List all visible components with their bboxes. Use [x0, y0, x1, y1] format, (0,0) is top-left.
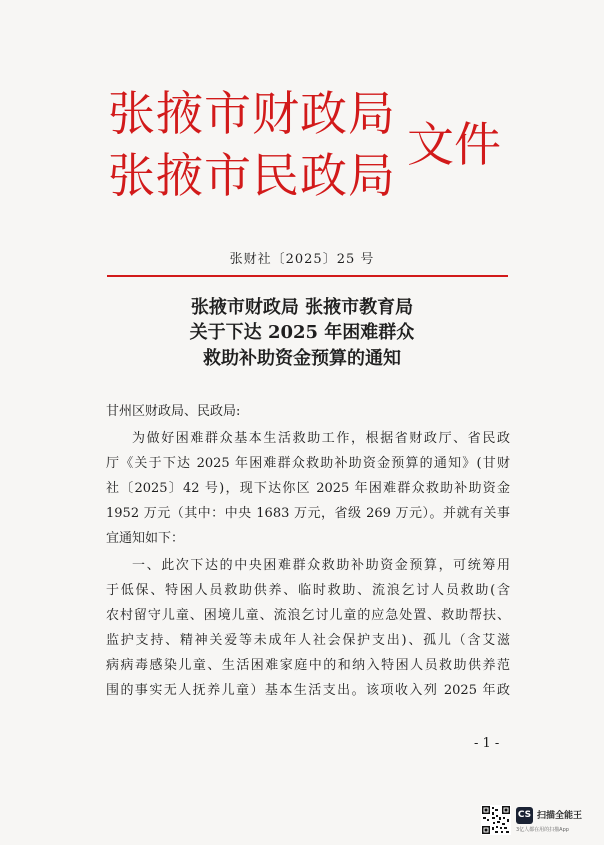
notice-title-line-2: 关于下达 2025 年困难群众	[189, 322, 415, 343]
document-number: 张财社〔2025〕25 号	[229, 252, 375, 267]
issuer-name-civil-affairs: 张掖市民政局	[108, 149, 396, 204]
red-separator-rule	[107, 275, 508, 277]
issuer-name-finance: 张掖市财政局	[108, 87, 396, 142]
addressee: 甘州区财政局、民政局:	[106, 404, 241, 419]
page-number: - 1 -	[474, 736, 500, 751]
scanner-app-slogan: 3亿人都在用的扫描App	[516, 827, 569, 833]
paragraph-1-line: 1952 万元（其中：中央 1683 万元，省级 269 万元）。并就有关事	[106, 506, 510, 521]
paragraph-1-line: 社〔2025〕42 号)，现下达你区 2025 年困难群众救助补助资金	[106, 481, 510, 496]
qr-code-icon	[481, 805, 511, 835]
scanner-app-logo-icon: CS	[516, 807, 533, 824]
scanner-app-name: 扫描全能王	[537, 811, 583, 821]
paragraph-2-line: 围的事实无人抚养儿童）基本生活支出。该项收入列 2025 年政	[106, 683, 510, 698]
paragraph-2-line: 病病毒感染儿童、生活困难家庭中的和纳入特困人员救助供养范	[106, 658, 510, 673]
document-type-label: 文件	[407, 118, 501, 173]
paragraph-1-line: 宜通知如下：	[106, 531, 185, 546]
paragraph-2-line: 监护支持、精神关爱等未成年人社会保护支出)、孤儿（含艾滋	[106, 633, 510, 648]
paragraph-1-line: 为做好困难群众基本生活救助工作，根据省财政厅、省民政	[132, 431, 510, 446]
paragraph-2-line: 一、此次下达的中央困难群众救助补助资金预算，可统筹用	[132, 558, 510, 573]
paragraph-2-line: 于低保、特困人员救助供养、临时救助、流浪乞讨人员救助(含	[106, 583, 510, 598]
notice-title-line-1: 张掖市财政局 张掖市教育局	[190, 297, 414, 318]
paragraph-2-line: 农村留守儿童、困境儿童、流浪乞讨儿童的应急处置、救助帮扶、	[106, 608, 510, 623]
notice-title-line-3: 救助补助资金预算的通知	[203, 348, 401, 369]
paragraph-1-line: 厅《关于下达 2025 年困难群众救助补助资金预算的通知》(甘财	[106, 456, 510, 471]
